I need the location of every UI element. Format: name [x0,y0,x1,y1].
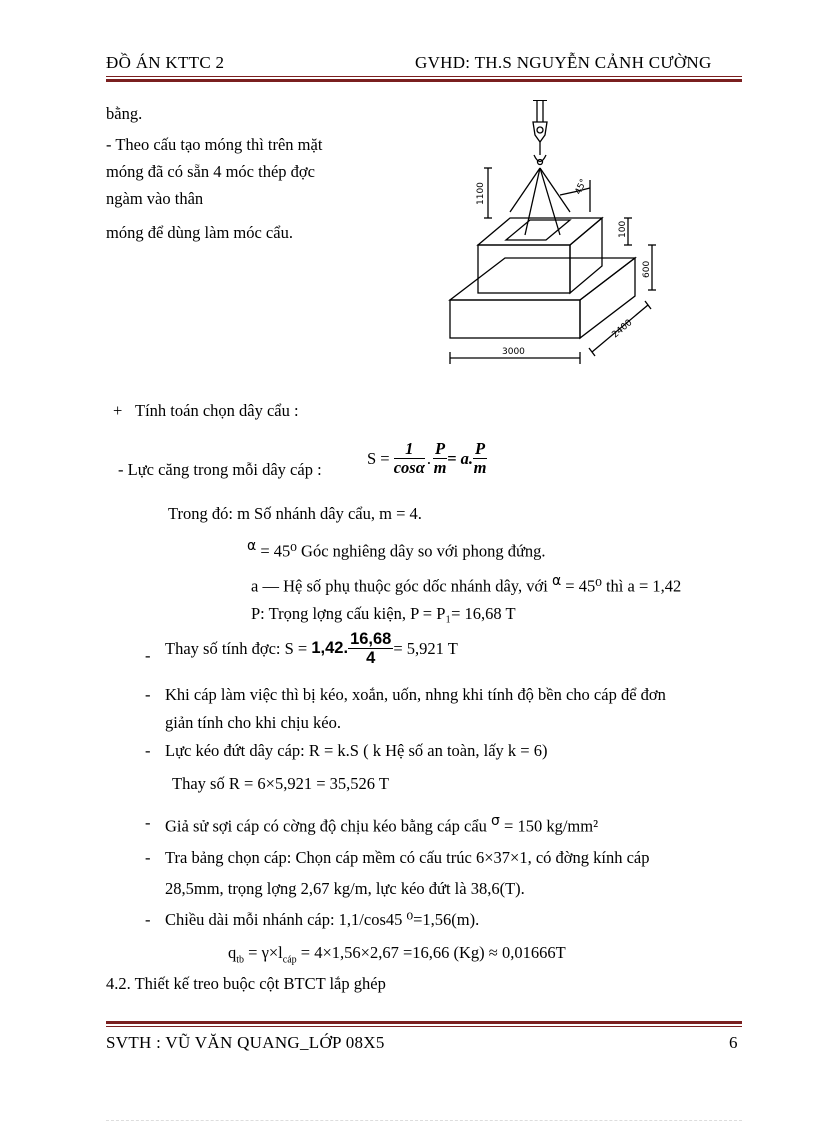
where-alpha: $^\alpha$ = 45⁰ Góc nghiêng dây so với phong đứng. [247,538,546,561]
footer-rule-thin [106,1026,742,1027]
eq-a: = a. [447,448,473,468]
where-p: P: Trọng lợng cấu kiện, P = P₁= 16,68 T [251,604,516,623]
header-right: GVHD: TH.S NGUYỄN CẢNH CƯỜNG [415,53,712,72]
section-4-2: 4.2. Thiết kế treo buộc cột BTCT lắp ghép [106,974,386,993]
header-rule-thick [106,79,742,82]
strength-dash: - [145,813,151,832]
table-line-1: Tra bảng chọn cáp: Chọn cáp mềm có cấu trúc 6×37×1, có đờng kính cáp [165,848,650,867]
tension-formula: S = $\frac{1}{\cos\alpha}$ . $\frac{P}{m}$ = a. $\frac{P}{m}$ [367,439,487,477]
pull-dash: - [145,741,151,760]
where-m: Trong đó: m Số nhánh dây cẩu, m = 4. [168,504,422,523]
note-line-2: giản tính cho khi chịu kéo. [165,713,341,732]
pull-subst: Thay số R = 6×5,921 = 35,526 T [172,774,389,793]
dim-3000-label: 3000 [502,347,525,357]
dim-100-label: 100 [618,220,628,238]
length-line: Chiều dài mỗi nhánh cáp: 1,1/cos45 ⁰=1,56(m). [165,910,480,929]
header-left: ĐỒ ÁN KTTC 2 [106,53,225,72]
fraction-1-over-cos: $\frac{1}{\cos\alpha}$ [393,439,425,477]
fraction-p-over-m-2: $\frac{P}{m}$ [473,439,487,477]
foundation-lifting-figure [430,100,690,365]
pull-force: Lực kéo đứt dây cáp: R = k.S ( k Hệ số an toàn, lấy k = 6) [165,741,548,760]
page-bottom-divider [106,1120,742,1121]
subst-formula: Thay số tính đợc: S = 1,42. $\frac{16,68}{4}$ = 5,921 T [165,630,458,667]
table-dash: - [145,848,151,867]
header-rule-thin [106,76,742,77]
subst-dash: - [145,646,151,665]
footer-left: SVTH : VŨ VĂN QUANG_LỚP 08X5 [106,1033,385,1052]
dim-600-label: 600 [642,260,652,278]
intro-line-1: bằng. [106,104,143,123]
where-a: a — Hệ số phụ thuộc góc dốc nhánh dây, với $^\alpha$ = 45⁰ thì a = 1,42 [251,573,682,596]
footer-rule-thick [106,1021,742,1024]
angle-label: 45° [573,177,590,197]
strength-line: Giả sử sợi cáp có cờng độ chịu kéo bằng cáp cẩu $^\sigma$ = 150 kg/mm² [165,813,599,836]
fraction-subst: $\frac{16,68}{4}$ [350,630,392,667]
fraction-p-over-m: $\frac{P}{m}$ [433,439,447,477]
intro-line-5: móng để dùng làm móc cẩu. [106,223,293,242]
section-bullet: + [113,401,123,420]
tension-label: - Lực căng trong mỗi dây cáp : [118,460,322,479]
note-dash: - [145,685,151,704]
note-line-1: Khi cáp làm việc thì bị kéo, xoắn, uốn, nhng khi tính độ bền cho cáp để đơn [165,685,666,704]
page-number: 6 [729,1033,738,1052]
intro-line-3: móng đã có sẵn 4 móc thép đợc [106,162,315,181]
intro-line-2: - Theo cấu tạo móng thì trên mặt [106,135,323,154]
table-line-2: 28,5mm, trọng lợng 2,67 kg/m, lực kéo đứt là 38,6(T). [165,879,525,898]
dim-1100-label: 1100 [476,182,486,205]
length-dash: - [145,910,151,929]
dim-2400-label: 2400 [610,317,635,341]
section-title: Tính toán chọn dây cẩu : [135,401,299,420]
tension-s: S = [367,448,390,468]
intro-line-4: ngàm vào thân [106,189,204,208]
qtb-line: $q_{tb} = \gamma\times l_{cáp} = 4\times 1,56\times 2,67 =16,66$ (Kg) ≈ 0,01666T [228,943,566,966]
